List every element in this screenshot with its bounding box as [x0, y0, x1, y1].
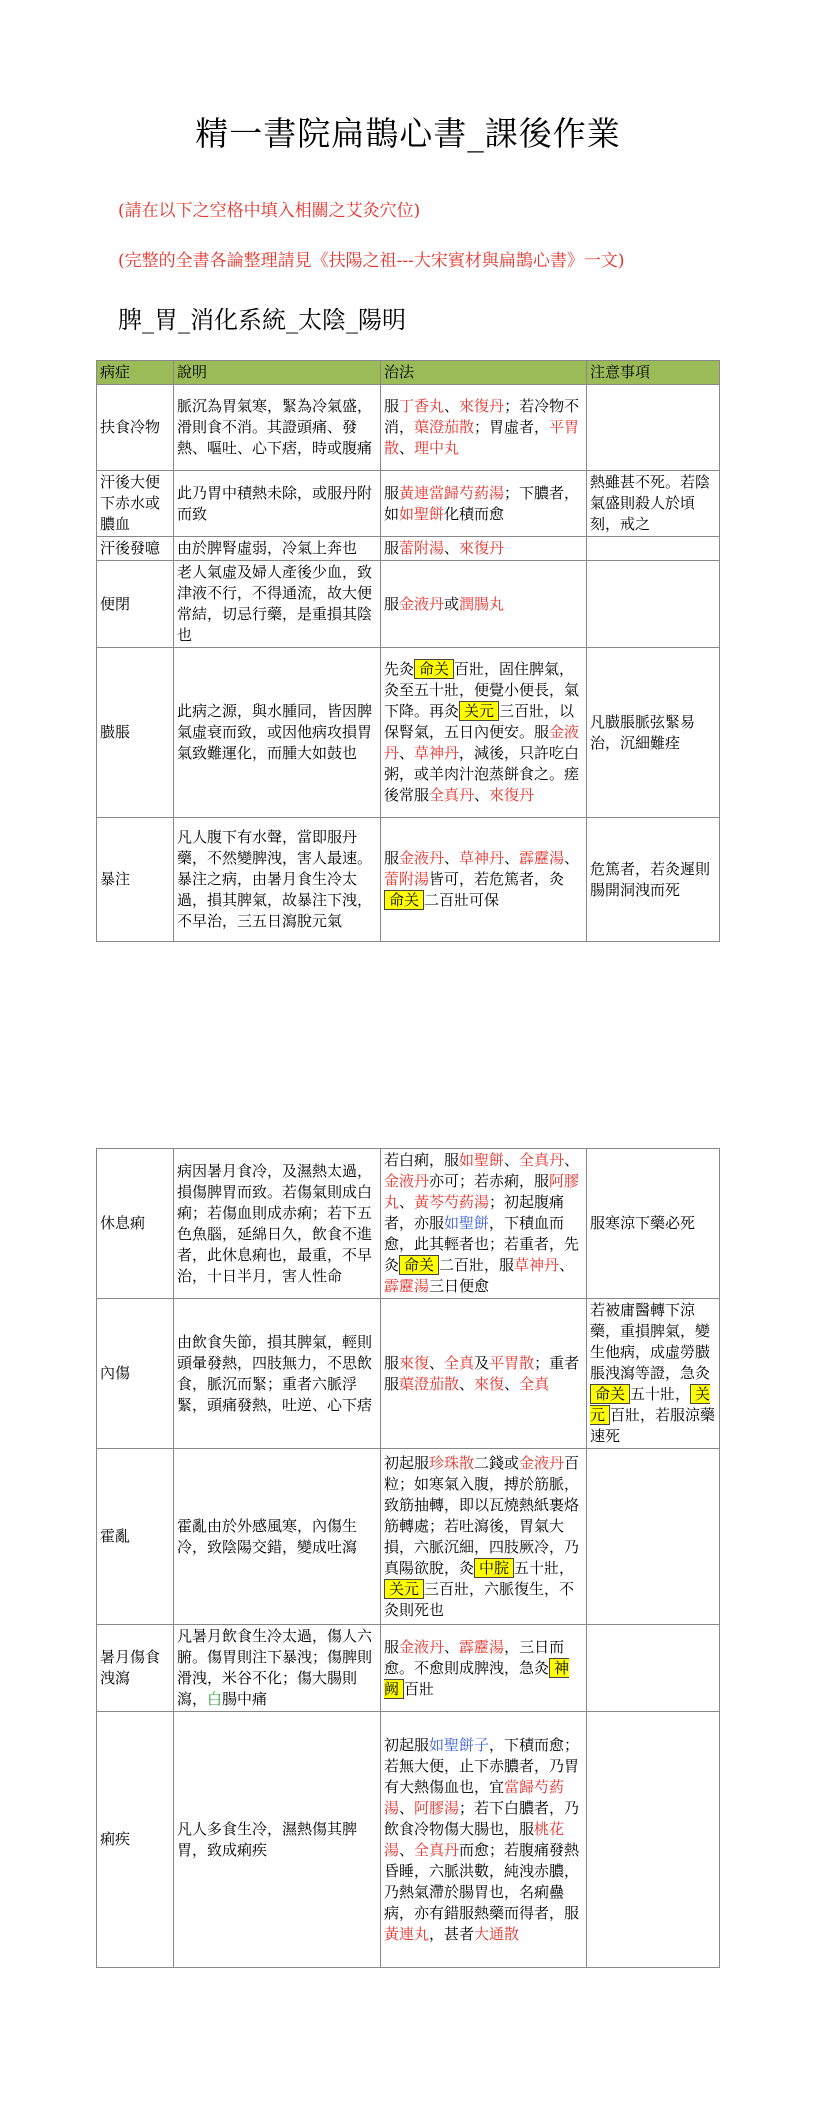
formula-name: 金液丹 [384, 723, 580, 762]
treatment-text: 亦可；若赤痢，服 [429, 1172, 550, 1190]
instruction-note: (請在以下之空格中填入相關之艾灸穴位) [118, 201, 421, 221]
treatment-text: 三日便愈 [429, 1277, 490, 1295]
treatment-text: 二百壯，服 [439, 1256, 515, 1274]
acupoint-answer-box: 关元 [384, 1579, 424, 1599]
formula-name: 金液丹 [399, 849, 445, 867]
formula-name: 黃連丸 [384, 1924, 430, 1943]
treatment-text: 、 [504, 1374, 520, 1393]
treatment-cell [381, 385, 587, 471]
treatment-text: 百壯 [404, 1679, 435, 1698]
treatment-text: 化積而愈 [444, 504, 505, 523]
treatment-text: 、 [444, 539, 460, 557]
symptom-cell: 汗後發噫 [97, 537, 174, 561]
formula-name: 來復丹 [459, 539, 505, 557]
treatment-text: 服 [384, 397, 400, 415]
formula-name: 全真 [444, 1353, 475, 1372]
treatment-text: 初起服 [384, 1453, 430, 1472]
treatment-cell [381, 537, 587, 561]
caution-cell [587, 537, 720, 561]
formula-name: 全真丹 [519, 1151, 565, 1169]
treatment-text: 、 [444, 397, 460, 415]
symptom-cell: 痢疾 [97, 1712, 174, 1968]
formula-name: 全真丹 [429, 786, 475, 804]
formula-name: 霹靂湯 [384, 1277, 430, 1295]
formula-name: 草神丹 [514, 1256, 560, 1274]
treatment-text: 、 [444, 1637, 460, 1656]
formula-name: 金液丹 [399, 594, 445, 613]
symptom-cell: 暑月傷食洩瀉 [97, 1625, 174, 1712]
treatment-text: 而愈；若腹痛發熱昏睡，六脈洪數，純洩赤膿，乃熱氣滯於腸胃也，名痢蠱病，亦有錯服熱藥而得者，服 [384, 1840, 580, 1922]
treatment-text: 百壯，固住脾氣，灸至五十壯，便覺小便長，氣下降。再灸 [384, 660, 580, 720]
caution-cell [587, 1449, 720, 1625]
formula-name: 霹靂湯 [459, 1637, 505, 1656]
treatment-text: 、 [399, 744, 415, 762]
treatment-table-page2 [96, 1148, 720, 1968]
formula-name: 理中丸 [414, 439, 460, 457]
caution-cell [587, 1712, 720, 1968]
treatment-text: 凡暑月飲食生冷太過，傷人六腑。傷胃則注下暴洩；傷脾則滑洩，米谷不化；傷大腸則瀉， [177, 1627, 373, 1708]
description-cell: 由飲食失節，損其脾氣，輕則頭暈發熱，四肢無力，不思飲食，脈沉而緊；重者六脈浮緊，頭痛發熱，吐逆、心下痞 [174, 1299, 381, 1449]
treatment-text: 、 [564, 1151, 580, 1169]
treatment-text: ，甚者 [429, 1924, 475, 1943]
section-title: 脾_胃_消化系統_太陰_陽明 [118, 306, 406, 334]
symptom-cell: 霍亂 [97, 1449, 174, 1625]
treatment-text: 若被庸醫轉下涼藥，重損脾氣，變生他病，成虛勞臌脹洩瀉等證，急灸 [590, 1301, 711, 1382]
formula-name: 霹靂湯 [519, 849, 565, 867]
treatment-cell [381, 1449, 587, 1625]
treatment-text: 或 [444, 594, 460, 613]
formula-name: 當歸芍葯湯 [384, 1777, 565, 1817]
formula-name: 來復丹 [489, 786, 535, 804]
description-cell: 老人氣虛及婦人產後少血，致津液不行，不得通流，故大便常結，切忌行藥，是重損其陰也 [174, 561, 381, 648]
acupoint-answer-box: 命关 [414, 659, 454, 679]
treatment-text: 三百壯，六脈復生，不灸則死也 [384, 1579, 575, 1619]
formula-name: 草神丹 [414, 744, 460, 762]
table-row [97, 561, 720, 648]
treatment-cell [381, 1299, 587, 1449]
treatment-text: ；重者服 [384, 1353, 580, 1393]
description-cell: 此病之源，與水腫同，皆因脾氣虛衰而致，或因他病攻損胃氣致難運化，而腫大如鼓也 [174, 648, 381, 818]
treatment-text: 百壯，若服涼藥速死 [590, 1406, 716, 1445]
treatment-cell [381, 1625, 587, 1712]
treatment-text: 五十壯， [514, 1558, 575, 1577]
treatment-text: ；胃虛者， [474, 418, 550, 436]
formula-name: 金液丹 [384, 1172, 430, 1190]
header-description: 說明 [174, 361, 381, 385]
formula-name: 金液丹 [399, 1637, 445, 1656]
formula-name: 大通散 [474, 1924, 520, 1943]
symptom-cell: 汗後大便下赤水或膿血 [97, 471, 174, 537]
treatment-text: ；初起腹痛者，亦服 [384, 1193, 565, 1232]
symptom-cell: 臌脹 [97, 648, 174, 818]
treatment-cell [381, 648, 587, 818]
formula-name: 草神丹 [459, 849, 505, 867]
treatment-table-page1 [96, 360, 720, 942]
formula-name: 黃連當歸芍葯湯 [399, 483, 505, 502]
treatment-text: 、 [399, 439, 415, 457]
treatment-text: 、 [399, 1193, 415, 1211]
treatment-text: 二錢或 [474, 1453, 520, 1472]
acupoint-answer-box: 关元 [459, 701, 499, 721]
formula-name: 潤腸丸 [459, 594, 505, 613]
formula-name: 蕖澄茄散 [399, 1374, 460, 1393]
description-cell: 由於脾腎虛弱，冷氣上奔也 [174, 537, 381, 561]
treatment-text: 百粒；如寒氣入腹，搏於筋脈，致筋抽轉，即以瓦燒熱紙裹烙筋轉處；若吐瀉後，胃氣大損，六脈沉細，四肢厥冷，乃真陽欲脫，灸 [384, 1453, 580, 1577]
acupoint-answer-box: 命关 [399, 1255, 439, 1275]
treatment-text: 及 [474, 1353, 490, 1372]
formula-name: 阿膠丸 [384, 1172, 580, 1211]
formula-name: 阿膠湯 [414, 1798, 460, 1817]
treatment-text: 服 [384, 1637, 400, 1656]
treatment-text: 三百壯，以保腎氣，五日內便安。服 [384, 702, 575, 741]
description-cell: 此乃胃中積熱未除，或服丹附而致 [174, 471, 381, 537]
treatment-text: ；若冷物不消， [384, 397, 580, 436]
treatment-text: 服 [384, 483, 400, 502]
header-symptom: 病症 [97, 361, 174, 385]
treatment-text: 、 [444, 849, 460, 867]
acupoint-answer-box: 命关 [590, 1384, 630, 1404]
formula-name: 如聖餅子 [429, 1735, 490, 1754]
formula-name: 金液丹 [519, 1453, 565, 1472]
table-row [97, 537, 720, 561]
treatment-text: 五十壯， [630, 1385, 691, 1403]
table-row [97, 1449, 720, 1625]
page-title: 精一書院扁鵲心書_課後作業 [195, 114, 621, 153]
treatment-text: 服 [384, 849, 400, 867]
symptom-cell: 休息痢 [97, 1149, 174, 1299]
formula-name: 如聖餅 [399, 504, 445, 523]
treatment-text: 服 [384, 1353, 400, 1372]
treatment-text: 若白痢，服 [384, 1151, 460, 1169]
caution-cell: 凡臌脹脈弦緊易治，沉細難痊 [587, 648, 720, 818]
acupoint-answer-box: 命关 [384, 890, 424, 910]
table-row [97, 818, 720, 942]
caution-cell [587, 1299, 720, 1449]
treatment-text: 、 [399, 1840, 415, 1859]
treatment-cell [381, 471, 587, 537]
treatment-text: 、 [559, 1256, 575, 1274]
table-row [97, 385, 720, 471]
treatment-text: 、 [459, 1374, 475, 1393]
symptom-cell: 便閉 [97, 561, 174, 648]
formula-name: 平胃散 [489, 1353, 535, 1372]
description-cell [174, 1625, 381, 1712]
caution-cell [587, 561, 720, 648]
table-row [97, 1149, 720, 1299]
reference-note: (完整的全書各論整理請見《扶陽之祖---大宋賓材與扁鵲心書》一文) [118, 251, 625, 271]
formula-name: 來復 [399, 1353, 430, 1372]
header-caution: 注意事項 [587, 361, 720, 385]
treatment-text: 、 [474, 786, 490, 804]
treatment-cell [381, 1712, 587, 1968]
symptom-cell: 內傷 [97, 1299, 174, 1449]
table-row [97, 471, 720, 537]
caution-cell: 危篤者，若灸遲則腸開洞洩而死 [587, 818, 720, 942]
header-treatment: 治法 [381, 361, 587, 385]
treatment-text: 、 [504, 1151, 520, 1169]
treatment-text: 腸中痛 [222, 1690, 268, 1708]
formula-name: 來復 [474, 1374, 505, 1393]
description-cell: 凡人腹下有水聲，當即服丹藥，不然變脾洩，害人最速。暴注之病，由暑月食生冷太過，損其脾氣，故暴注下洩，不早治，三五日瀉脫元氣 [174, 818, 381, 942]
formula-name: 如聖餅 [459, 1151, 505, 1169]
treatment-text: ，減後，只許吃白粥，或羊肉汁泡蒸餅食之。瘥後常服 [384, 744, 580, 804]
caution-cell: 服寒涼下藥必死 [587, 1149, 720, 1299]
treatment-cell [381, 818, 587, 942]
description-cell: 脈沉為胃氣寒，緊為冷氣盛，滑則食不消。其證頭痛、發熱、嘔吐、心下痞，時或腹痛 [174, 385, 381, 471]
treatment-text: ；下膿者，如 [384, 483, 580, 523]
table-row [97, 648, 720, 818]
formula-name: 蕖澄茄散 [414, 418, 475, 436]
symptom-cell: 暴注 [97, 818, 174, 942]
formula-name: 來復丹 [459, 397, 505, 415]
treatment-text: 、 [504, 849, 520, 867]
caution-cell [587, 1625, 720, 1712]
symptom-cell: 扶食冷物 [97, 385, 174, 471]
treatment-cell [381, 561, 587, 648]
table-row [97, 1625, 720, 1712]
treatment-text: ，下積血而愈，此其輕者也；若重者，先灸 [384, 1214, 580, 1274]
treatment-text: ，三日而愈。不愈則成脾洩，急灸 [384, 1637, 565, 1677]
treatment-text: 先灸 [384, 660, 415, 678]
formula-name: 平胃散 [384, 418, 580, 457]
treatment-cell [381, 1149, 587, 1299]
treatment-text: ；若下白膿者，乃飲食冷物傷大腸也，服 [384, 1798, 580, 1838]
formula-name: 珍珠散 [429, 1453, 475, 1472]
treatment-text: 服 [384, 539, 400, 557]
marked-text: 白 [207, 1690, 223, 1708]
caution-cell: 熱雖甚不死。若陰氣盛則殺人於頃刻，戒之 [587, 471, 720, 537]
formula-name: 丁香丸 [399, 397, 445, 415]
description-cell: 霍亂由於外感風寒，內傷生冷，致陰陽交錯，變成吐瀉 [174, 1449, 381, 1625]
acupoint-answer-box: 关元 [590, 1385, 711, 1424]
treatment-text: 、 [429, 1353, 445, 1372]
table-header-row [97, 361, 720, 385]
treatment-text: ，下積而愈；若無大便，止下赤膿者，乃胃有大熱傷血也，宜 [384, 1735, 580, 1796]
treatment-text: 、 [399, 1798, 415, 1817]
treatment-text: 初起服 [384, 1735, 430, 1754]
formula-name: 黃芩芍葯湯 [414, 1193, 490, 1211]
description-cell: 病因暑月食冷，及濕熱太過，損傷脾胃而致。若傷氣則成白痢；若傷血則成赤痢；若下五色魚腦，延綿日久，飲食不進者，此休息痢也，最重，不早治，十日半月，害人性命 [174, 1149, 381, 1299]
acupoint-answer-box: 神阙 [384, 1658, 570, 1698]
table-row [97, 1712, 720, 1968]
formula-name: 蕾附湯 [399, 539, 445, 557]
formula-name: 桃花湯 [384, 1819, 565, 1859]
formula-name: 全真 [519, 1374, 550, 1393]
description-cell: 凡人多食生冷，濕熱傷其脾胃，致成痢疾 [174, 1712, 381, 1968]
treatment-text: 皆可，若危篤者，灸 [429, 870, 565, 888]
acupoint-answer-box: 中脘 [474, 1558, 514, 1578]
formula-name: 如聖餅 [444, 1214, 490, 1232]
treatment-text: 二百壯可保 [424, 891, 500, 909]
caution-cell [587, 385, 720, 471]
formula-name: 蕾附湯 [384, 870, 430, 888]
treatment-text: 、 [564, 849, 580, 867]
formula-name: 全真丹 [414, 1840, 460, 1859]
treatment-text: 服 [384, 594, 400, 613]
table-row [97, 1299, 720, 1449]
